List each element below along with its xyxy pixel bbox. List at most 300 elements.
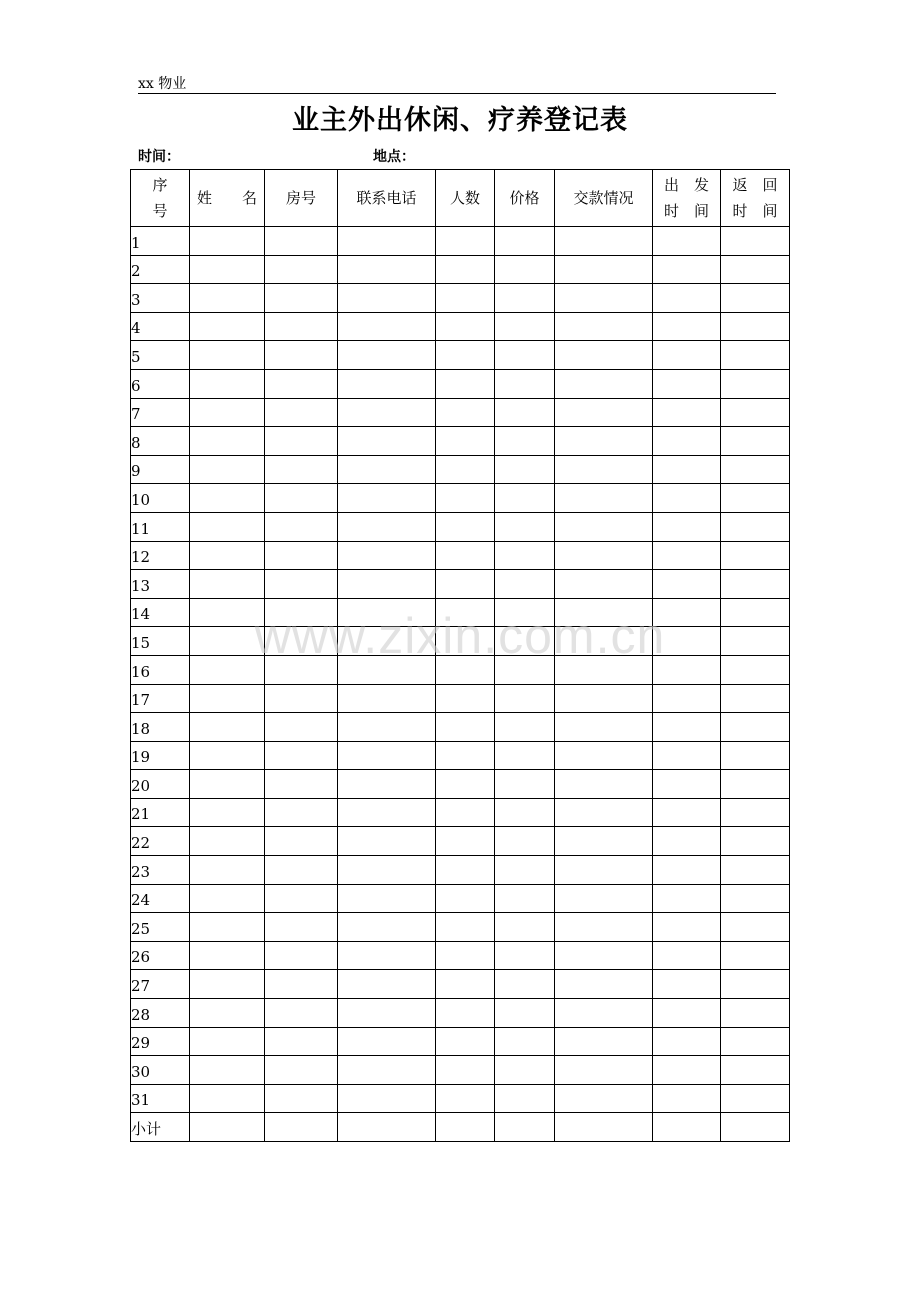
cell-room[interactable] [265, 913, 338, 942]
cell-price[interactable] [495, 598, 555, 627]
table-row [131, 999, 790, 1028]
cell-name[interactable] [190, 713, 265, 742]
cell-headcount[interactable] [436, 913, 495, 942]
cell-phone[interactable] [338, 999, 436, 1028]
cell-name[interactable] [190, 484, 265, 513]
cell-phone[interactable] [338, 512, 436, 541]
cell-payment[interactable] [555, 227, 653, 256]
cell-payment[interactable] [555, 770, 653, 799]
cell-price[interactable] [495, 941, 555, 970]
cell-room[interactable] [265, 284, 338, 313]
cell-room[interactable] [265, 312, 338, 341]
cell-payment[interactable] [555, 341, 653, 370]
cell-return[interactable] [721, 227, 790, 256]
cell-phone[interactable] [338, 941, 436, 970]
cell-return[interactable] [721, 627, 790, 656]
cell-price[interactable] [495, 570, 555, 599]
cell-payment[interactable] [555, 1113, 653, 1142]
cell-return[interactable] [721, 655, 790, 684]
cell-phone[interactable] [338, 1056, 436, 1085]
cell-departure[interactable] [653, 369, 721, 398]
cell-payment[interactable] [555, 713, 653, 742]
cell-headcount[interactable] [436, 884, 495, 913]
cell-headcount[interactable] [436, 255, 495, 284]
cell-room[interactable] [265, 541, 338, 570]
cell-departure[interactable] [653, 227, 721, 256]
cell-price[interactable] [495, 541, 555, 570]
cell-room[interactable] [265, 798, 338, 827]
row-index: 27 [131, 970, 190, 999]
row-index: 24 [131, 884, 190, 913]
cell-departure[interactable] [653, 913, 721, 942]
registration-table [130, 169, 790, 1142]
cell-return[interactable] [721, 1113, 790, 1142]
cell-phone[interactable] [338, 284, 436, 313]
cell-price[interactable] [495, 741, 555, 770]
cell-return[interactable] [721, 827, 790, 856]
cell-phone[interactable] [338, 1113, 436, 1142]
cell-return[interactable] [721, 884, 790, 913]
cell-headcount[interactable] [436, 856, 495, 885]
cell-departure[interactable] [653, 627, 721, 656]
cell-departure[interactable] [653, 570, 721, 599]
cell-payment[interactable] [555, 941, 653, 970]
cell-return[interactable] [721, 856, 790, 885]
cell-phone[interactable] [338, 484, 436, 513]
cell-price[interactable] [495, 398, 555, 427]
cell-phone[interactable] [338, 655, 436, 684]
cell-price[interactable] [495, 1056, 555, 1085]
cell-payment[interactable] [555, 1056, 653, 1085]
cell-name[interactable] [190, 798, 265, 827]
cell-departure[interactable] [653, 1056, 721, 1085]
cell-room[interactable] [265, 941, 338, 970]
cell-room[interactable] [265, 570, 338, 599]
cell-room[interactable] [265, 1084, 338, 1113]
place-label: 地点： [373, 149, 415, 165]
table-row [131, 227, 790, 256]
cell-price[interactable] [495, 455, 555, 484]
cell-return[interactable] [721, 713, 790, 742]
cell-departure[interactable] [653, 1113, 721, 1142]
cell-payment[interactable] [555, 598, 653, 627]
cell-payment[interactable] [555, 884, 653, 913]
row-index: 10 [131, 484, 190, 513]
cell-payment[interactable] [555, 856, 653, 885]
cell-name[interactable] [190, 512, 265, 541]
row-index: 16 [131, 655, 190, 684]
cell-headcount[interactable] [436, 484, 495, 513]
cell-price[interactable] [495, 827, 555, 856]
cell-return[interactable] [721, 570, 790, 599]
cell-name[interactable] [190, 312, 265, 341]
cell-name[interactable] [190, 941, 265, 970]
row-index: 19 [131, 741, 190, 770]
cell-phone[interactable] [338, 684, 436, 713]
cell-headcount[interactable] [436, 999, 495, 1028]
cell-headcount[interactable] [436, 770, 495, 799]
cell-phone[interactable] [338, 455, 436, 484]
cell-price[interactable] [495, 684, 555, 713]
table-row [131, 655, 790, 684]
cell-return[interactable] [721, 1084, 790, 1113]
table-row [131, 913, 790, 942]
cell-departure[interactable] [653, 684, 721, 713]
cell-departure[interactable] [653, 827, 721, 856]
cell-return[interactable] [721, 684, 790, 713]
cell-departure[interactable] [653, 541, 721, 570]
cell-phone[interactable] [338, 713, 436, 742]
cell-departure[interactable] [653, 741, 721, 770]
cell-room[interactable] [265, 827, 338, 856]
cell-payment[interactable] [555, 369, 653, 398]
cell-name[interactable] [190, 913, 265, 942]
cell-headcount[interactable] [436, 312, 495, 341]
cell-room[interactable] [265, 684, 338, 713]
cell-headcount[interactable] [436, 627, 495, 656]
cell-name[interactable] [190, 455, 265, 484]
col-header-return: 返 回 时 间 [721, 170, 790, 227]
col-header-headcount: 人数 [436, 170, 495, 227]
cell-return[interactable] [721, 427, 790, 456]
cell-headcount[interactable] [436, 284, 495, 313]
cell-room[interactable] [265, 713, 338, 742]
cell-room[interactable] [265, 227, 338, 256]
cell-phone[interactable] [338, 570, 436, 599]
cell-phone[interactable] [338, 369, 436, 398]
form-title: 业主外出休闲、疗养登记表 [292, 105, 628, 136]
cell-departure[interactable] [653, 427, 721, 456]
cell-room[interactable] [265, 369, 338, 398]
cell-departure[interactable] [653, 284, 721, 313]
cell-room[interactable] [265, 1056, 338, 1085]
cell-payment[interactable] [555, 684, 653, 713]
cell-name[interactable] [190, 255, 265, 284]
row-index: 20 [131, 770, 190, 799]
row-index: 2 [131, 255, 190, 284]
cell-departure[interactable] [653, 884, 721, 913]
cell-headcount[interactable] [436, 1056, 495, 1085]
cell-return[interactable] [721, 970, 790, 999]
table-row [131, 512, 790, 541]
col-header-index: 序 号 [131, 170, 190, 227]
cell-phone[interactable] [338, 1027, 436, 1056]
cell-departure[interactable] [653, 970, 721, 999]
cell-phone[interactable] [338, 856, 436, 885]
cell-return[interactable] [721, 999, 790, 1028]
cell-price[interactable] [495, 427, 555, 456]
cell-name[interactable] [190, 827, 265, 856]
cell-name[interactable] [190, 227, 265, 256]
cell-name[interactable] [190, 884, 265, 913]
cell-payment[interactable] [555, 312, 653, 341]
cell-headcount[interactable] [436, 1084, 495, 1113]
cell-price[interactable] [495, 255, 555, 284]
cell-departure[interactable] [653, 713, 721, 742]
cell-payment[interactable] [555, 512, 653, 541]
cell-price[interactable] [495, 1027, 555, 1056]
cell-return[interactable] [721, 455, 790, 484]
cell-headcount[interactable] [436, 827, 495, 856]
cell-departure[interactable] [653, 512, 721, 541]
company-name: xx 物业 [138, 76, 187, 92]
row-index: 14 [131, 598, 190, 627]
cell-name[interactable] [190, 541, 265, 570]
cell-name[interactable] [190, 770, 265, 799]
cell-price[interactable] [495, 369, 555, 398]
cell-room[interactable] [265, 770, 338, 799]
cell-price[interactable] [495, 798, 555, 827]
table-row [131, 884, 790, 913]
cell-departure[interactable] [653, 312, 721, 341]
row-index: 6 [131, 369, 190, 398]
cell-headcount[interactable] [436, 741, 495, 770]
cell-name[interactable] [190, 627, 265, 656]
cell-headcount[interactable] [436, 541, 495, 570]
cell-departure[interactable] [653, 598, 721, 627]
cell-payment[interactable] [555, 627, 653, 656]
cell-price[interactable] [495, 512, 555, 541]
cell-payment[interactable] [555, 541, 653, 570]
cell-return[interactable] [721, 341, 790, 370]
cell-departure[interactable] [653, 255, 721, 284]
cell-phone[interactable] [338, 798, 436, 827]
table-row [131, 598, 790, 627]
cell-headcount[interactable] [436, 655, 495, 684]
cell-return[interactable] [721, 798, 790, 827]
cell-room[interactable] [265, 1027, 338, 1056]
cell-price[interactable] [495, 312, 555, 341]
cell-price[interactable] [495, 913, 555, 942]
cell-name[interactable] [190, 655, 265, 684]
cell-return[interactable] [721, 369, 790, 398]
cell-headcount[interactable] [436, 798, 495, 827]
row-index: 1 [131, 227, 190, 256]
cell-name[interactable] [190, 1113, 265, 1142]
cell-room[interactable] [265, 427, 338, 456]
table-row [131, 1056, 790, 1085]
col-header-payment: 交款情况 [555, 170, 653, 227]
cell-return[interactable] [721, 770, 790, 799]
cell-name[interactable] [190, 369, 265, 398]
cell-name[interactable] [190, 341, 265, 370]
time-label: 时间： [138, 149, 180, 165]
cell-price[interactable] [495, 284, 555, 313]
cell-headcount[interactable] [436, 455, 495, 484]
cell-payment[interactable] [555, 1084, 653, 1113]
cell-phone[interactable] [338, 827, 436, 856]
cell-payment[interactable] [555, 741, 653, 770]
cell-return[interactable] [721, 255, 790, 284]
cell-phone[interactable] [338, 227, 436, 256]
cell-room[interactable] [265, 255, 338, 284]
cell-headcount[interactable] [436, 970, 495, 999]
cell-phone[interactable] [338, 627, 436, 656]
cell-phone[interactable] [338, 341, 436, 370]
cell-payment[interactable] [555, 655, 653, 684]
cell-return[interactable] [721, 598, 790, 627]
cell-departure[interactable] [653, 770, 721, 799]
row-index: 17 [131, 684, 190, 713]
cell-departure[interactable] [653, 455, 721, 484]
cell-payment[interactable] [555, 455, 653, 484]
cell-payment[interactable] [555, 913, 653, 942]
cell-price[interactable] [495, 227, 555, 256]
cell-price[interactable] [495, 1084, 555, 1113]
table-row [131, 541, 790, 570]
cell-price[interactable] [495, 1113, 555, 1142]
table-row [131, 684, 790, 713]
cell-price[interactable] [495, 484, 555, 513]
cell-phone[interactable] [338, 913, 436, 942]
cell-headcount[interactable] [436, 1113, 495, 1142]
cell-headcount[interactable] [436, 227, 495, 256]
cell-phone[interactable] [338, 741, 436, 770]
cell-name[interactable] [190, 598, 265, 627]
cell-departure[interactable] [653, 856, 721, 885]
cell-price[interactable] [495, 713, 555, 742]
cell-name[interactable] [190, 741, 265, 770]
cell-name[interactable] [190, 970, 265, 999]
cell-payment[interactable] [555, 284, 653, 313]
cell-room[interactable] [265, 655, 338, 684]
cell-name[interactable] [190, 999, 265, 1028]
cell-price[interactable] [495, 770, 555, 799]
cell-headcount[interactable] [436, 341, 495, 370]
cell-phone[interactable] [338, 255, 436, 284]
cell-price[interactable] [495, 655, 555, 684]
cell-name[interactable] [190, 1056, 265, 1085]
cell-headcount[interactable] [436, 570, 495, 599]
row-index: 7 [131, 398, 190, 427]
cell-return[interactable] [721, 941, 790, 970]
cell-phone[interactable] [338, 598, 436, 627]
cell-room[interactable] [265, 741, 338, 770]
cell-name[interactable] [190, 398, 265, 427]
cell-phone[interactable] [338, 770, 436, 799]
cell-headcount[interactable] [436, 684, 495, 713]
cell-name[interactable] [190, 684, 265, 713]
cell-return[interactable] [721, 284, 790, 313]
cell-return[interactable] [721, 741, 790, 770]
row-index: 28 [131, 999, 190, 1028]
cell-return[interactable] [721, 312, 790, 341]
cell-name[interactable] [190, 427, 265, 456]
col-header-phone: 联系电话 [338, 170, 436, 227]
cell-headcount[interactable] [436, 512, 495, 541]
cell-headcount[interactable] [436, 598, 495, 627]
cell-payment[interactable] [555, 570, 653, 599]
cell-room[interactable] [265, 455, 338, 484]
cell-payment[interactable] [555, 970, 653, 999]
table-row [131, 369, 790, 398]
cell-payment[interactable] [555, 427, 653, 456]
cell-room[interactable] [265, 856, 338, 885]
cell-price[interactable] [495, 856, 555, 885]
cell-return[interactable] [721, 512, 790, 541]
cell-payment[interactable] [555, 827, 653, 856]
cell-price[interactable] [495, 341, 555, 370]
cell-room[interactable] [265, 484, 338, 513]
cell-phone[interactable] [338, 427, 436, 456]
cell-return[interactable] [721, 541, 790, 570]
cell-room[interactable] [265, 999, 338, 1028]
cell-payment[interactable] [555, 999, 653, 1028]
cell-departure[interactable] [653, 341, 721, 370]
table-row [131, 570, 790, 599]
cell-headcount[interactable] [436, 713, 495, 742]
cell-phone[interactable] [338, 884, 436, 913]
cell-name[interactable] [190, 570, 265, 599]
col-header-room: 房号 [265, 170, 338, 227]
cell-payment[interactable] [555, 255, 653, 284]
table-row [131, 741, 790, 770]
cell-room[interactable] [265, 627, 338, 656]
cell-price[interactable] [495, 970, 555, 999]
cell-name[interactable] [190, 284, 265, 313]
table-row [131, 770, 790, 799]
cell-headcount[interactable] [436, 941, 495, 970]
cell-return[interactable] [721, 484, 790, 513]
cell-departure[interactable] [653, 655, 721, 684]
cell-payment[interactable] [555, 398, 653, 427]
cell-payment[interactable] [555, 484, 653, 513]
cell-return[interactable] [721, 1056, 790, 1085]
cell-departure[interactable] [653, 798, 721, 827]
cell-departure[interactable] [653, 484, 721, 513]
cell-return[interactable] [721, 398, 790, 427]
cell-headcount[interactable] [436, 1027, 495, 1056]
cell-return[interactable] [721, 1027, 790, 1056]
cell-departure[interactable] [653, 1027, 721, 1056]
cell-price[interactable] [495, 884, 555, 913]
cell-departure[interactable] [653, 999, 721, 1028]
cell-phone[interactable] [338, 541, 436, 570]
cell-payment[interactable] [555, 798, 653, 827]
row-index: 小计 [131, 1113, 190, 1142]
cell-return[interactable] [721, 913, 790, 942]
cell-room[interactable] [265, 512, 338, 541]
cell-headcount[interactable] [436, 398, 495, 427]
cell-phone[interactable] [338, 1084, 436, 1113]
cell-name[interactable] [190, 1084, 265, 1113]
table-row [131, 627, 790, 656]
cell-room[interactable] [265, 970, 338, 999]
cell-room[interactable] [265, 884, 338, 913]
cell-headcount[interactable] [436, 369, 495, 398]
row-index: 13 [131, 570, 190, 599]
cell-phone[interactable] [338, 970, 436, 999]
cell-room[interactable] [265, 598, 338, 627]
cell-phone[interactable] [338, 398, 436, 427]
cell-departure[interactable] [653, 941, 721, 970]
row-index: 4 [131, 312, 190, 341]
table-row [131, 341, 790, 370]
cell-price[interactable] [495, 627, 555, 656]
cell-departure[interactable] [653, 398, 721, 427]
cell-room[interactable] [265, 1113, 338, 1142]
cell-room[interactable] [265, 341, 338, 370]
cell-price[interactable] [495, 999, 555, 1028]
cell-phone[interactable] [338, 312, 436, 341]
cell-name[interactable] [190, 856, 265, 885]
table-row [131, 1027, 790, 1056]
cell-name[interactable] [190, 1027, 265, 1056]
cell-room[interactable] [265, 398, 338, 427]
cell-departure[interactable] [653, 1084, 721, 1113]
cell-payment[interactable] [555, 1027, 653, 1056]
cell-headcount[interactable] [436, 427, 495, 456]
